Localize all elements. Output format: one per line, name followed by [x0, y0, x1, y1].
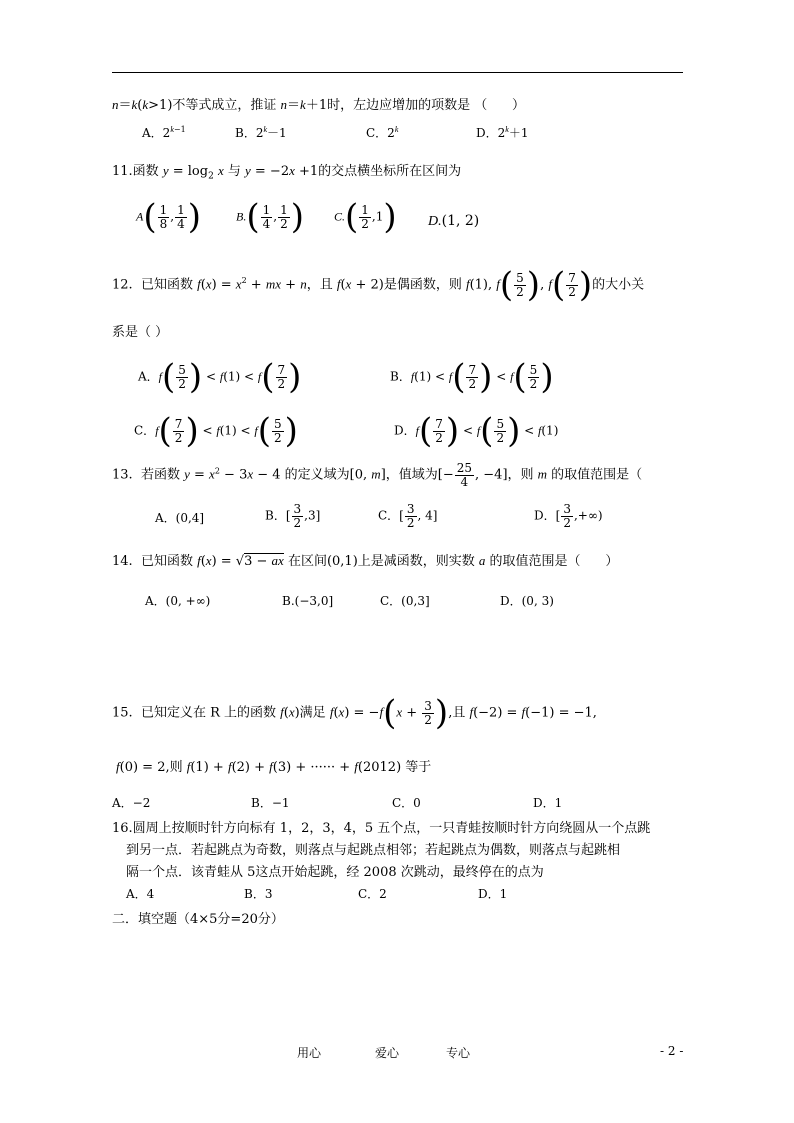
- q13-option-b: B．[ $\frac{3}{2}$ ,3]: [265, 502, 321, 530]
- q15-stem-line2: f(0) = 2,则 f(1) + f(2) + f(3) + ······ + f(2012) 等于: [116, 759, 432, 775]
- q12-option-a: A．f( $\frac{5}{2}$ ) < f(1) < f( $\frac{7}{2}$ ): [138, 357, 302, 397]
- footer-text-2: 爱心: [375, 1046, 400, 1060]
- q15-stem-line1: 15. 已知定义在 R 上的函数 f(x)满足 f(x) = −f(x + $\frac{3}{2}$ ),且 f(−2) = f(−1) = −1,: [112, 693, 597, 733]
- q12-option-b: B．f(1) < f( $\frac{7}{2}$ ) < f( $\frac{5}{2}$ ): [390, 357, 554, 397]
- q16-line1: 16.圆周上按顺时针方向标有 1，2，3，4，5 五个点，一只青蛙按顺时针方向绕圆从一个点跳: [112, 821, 651, 836]
- q16-line3: 隔一个点．该青蛙从 5这点开始起跳，经 2008 次跳动，最终停在的点为: [126, 865, 544, 880]
- q14-stem: 14. 已知函数 f(x) = √3 − ax 在区间(0,1)上是减函数，则实数 a 的取值范围是（ ）: [112, 553, 619, 569]
- footer-text-3: 专心: [446, 1046, 471, 1060]
- q14-option-b: B.(−3,0]: [282, 594, 334, 608]
- q16-line2: 到另一点．若起跳点为奇数，则落点与起跳点相邻；若起跳点为偶数，则落点与起跳相: [126, 843, 621, 858]
- q13-option-d: D．[ $\frac{3}{2}$ ,+∞): [534, 502, 603, 530]
- q10-option-a: A．$2^{k-1}$: [142, 125, 186, 140]
- footer-text-1: 用心: [297, 1046, 322, 1060]
- page-number: - 2 -: [660, 1044, 684, 1058]
- q16-option-c: C．2: [358, 887, 387, 901]
- q10-option-c: C．2$^k$: [366, 125, 399, 140]
- q14-option-c: C．(0,3]: [380, 594, 430, 608]
- q11-stem: 11.函数 $y = \log_2 x$ 与 y = −2x +1的交点横坐标所在区间为: [112, 163, 462, 182]
- q13-option-a: A．(0,4]: [155, 511, 205, 525]
- header-rule: [112, 72, 683, 73]
- q15-option-d: D．1: [533, 796, 563, 810]
- q12-stem-line1: 12. 已知函数 $f(x) = x^2$ + mx + n，且 f(x + 2)是偶函数，则 f(1), f( $\frac{5}{2}$ ), f( $\frac{7}{2}$ )的大小关: [112, 265, 645, 305]
- q15-option-c: C．0: [392, 796, 421, 810]
- q11-option-c: C.( $\frac{1}{2}$ ,1): [334, 197, 397, 237]
- q12-stem-line2: 系是（ ）: [112, 325, 169, 340]
- q11-option-b: B.( $\frac{1}{4}$ , $\frac{1}{2}$ ): [236, 197, 304, 237]
- q13-option-c: C．[ $\frac{3}{2}$ , 4]: [378, 502, 438, 530]
- q10-option-d: D．$2^k+1$: [476, 125, 529, 140]
- q14-option-d: D．(0, 3): [500, 594, 554, 608]
- q15-option-a: A．−2: [112, 796, 151, 810]
- q11-option-d: D.(1, 2): [428, 213, 480, 229]
- q11-option-a: A( $\frac{1}{8}$ , $\frac{1}{4}$ ): [136, 197, 201, 237]
- q14-option-a: A．(0, +∞): [145, 594, 211, 608]
- q12-option-d: D．f( $\frac{7}{2}$ ) < f( $\frac{5}{2}$ ) < f(1): [394, 411, 559, 451]
- q10-stem: n＝k(k>1)不等式成立，推证 n＝k＋1时，左边应增加的项数是 （ ）: [112, 97, 526, 113]
- q13-stem: 13. 若函数 $y = x^2 - 3x - 4$ 的定义域为[0, m]，值域为[− $\frac{25}{4}$ , −4]，则 m 的取值范围是（: [112, 461, 643, 489]
- q16-option-b: B．3: [244, 887, 273, 901]
- q10-option-b: B．$2^k-1$: [235, 125, 287, 140]
- q12-option-c: C．f( $\frac{7}{2}$ ) < f(1) < f( $\frac{5}{2}$ ): [134, 411, 298, 451]
- q15-option-b: B．−1: [251, 796, 290, 810]
- section-2-heading: 二．填空题（4×5分=20分）: [112, 912, 284, 927]
- q16-option-d: D．1: [478, 887, 508, 901]
- q16-option-a: A．4: [126, 887, 155, 901]
